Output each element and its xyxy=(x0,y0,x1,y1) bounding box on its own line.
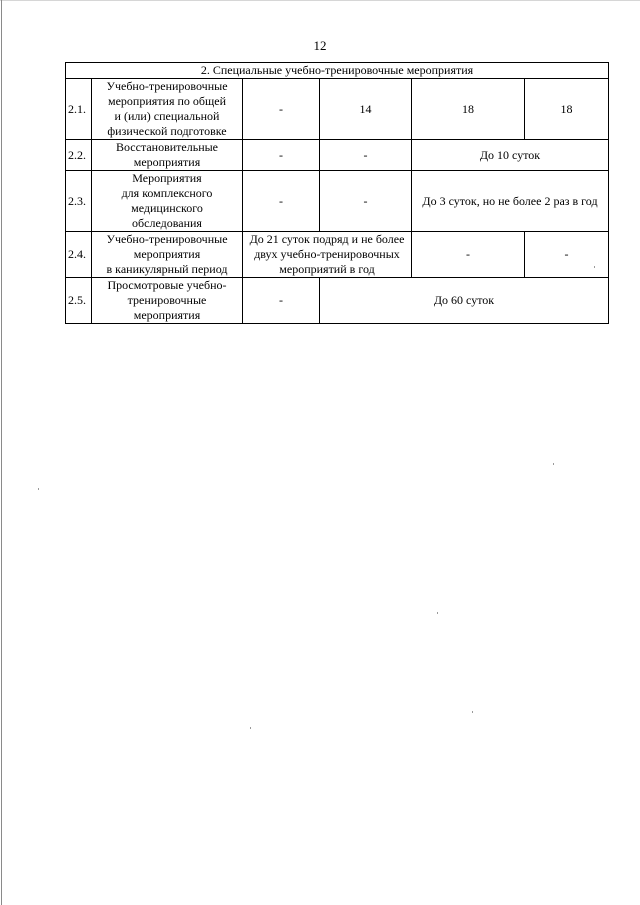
event-name: Учебно-тренировочные мероприятия в каникулярный период xyxy=(92,232,243,278)
page-number: 12 xyxy=(313,38,327,53)
cell-value: - xyxy=(320,140,412,171)
event-name: Учебно-тренировочные мероприятия по общей и (или) специальной физической подготовке xyxy=(92,79,243,140)
cell-value: 18 xyxy=(412,79,525,140)
event-name: Восстановительные мероприятия xyxy=(92,140,243,171)
scan-speck xyxy=(437,612,438,614)
cell-value: До 10 суток xyxy=(412,140,609,171)
cell-value: До 3 суток, но не более 2 раз в год xyxy=(412,171,609,232)
scan-speck xyxy=(594,266,595,268)
cell-value: - xyxy=(320,171,412,232)
event-name: Просмотровые учебно- тренировочные мероприятия xyxy=(92,278,243,324)
cell-value: - xyxy=(243,171,320,232)
cell-value: - xyxy=(243,140,320,171)
table-row xyxy=(66,278,609,324)
row-number: 2.4. xyxy=(66,232,92,278)
scan-left-edge xyxy=(1,0,2,905)
cell-value: До 21 суток подряд и не более двух учебно-тренировочных мероприятий в год xyxy=(243,232,412,278)
cell-value: - xyxy=(243,278,320,324)
scan-speck xyxy=(38,488,39,490)
table-row xyxy=(66,79,609,140)
row-number: 2.1. xyxy=(66,79,92,140)
scan-speck xyxy=(553,463,554,465)
cell-value: 18 xyxy=(525,79,609,140)
row-number: 2.5. xyxy=(66,278,92,324)
table-row xyxy=(66,232,609,278)
section-header-row xyxy=(66,63,609,79)
scan-top-edge xyxy=(0,0,640,1)
table-row xyxy=(66,140,609,171)
cell-value: - xyxy=(243,79,320,140)
section-header: 2. Специальные учебно-тренировочные мероприятия xyxy=(66,63,609,79)
scan-speck xyxy=(250,727,251,729)
table-row xyxy=(66,171,609,232)
row-number: 2.3. xyxy=(66,171,92,232)
cell-value: - xyxy=(525,232,609,278)
cell-value: - xyxy=(412,232,525,278)
training-events-table xyxy=(65,62,609,324)
cell-value: 14 xyxy=(320,79,412,140)
event-name: Мероприятия для комплексного медицинского обследования xyxy=(92,171,243,232)
cell-value: До 60 суток xyxy=(320,278,609,324)
row-number: 2.2. xyxy=(66,140,92,171)
scan-speck xyxy=(472,711,473,713)
